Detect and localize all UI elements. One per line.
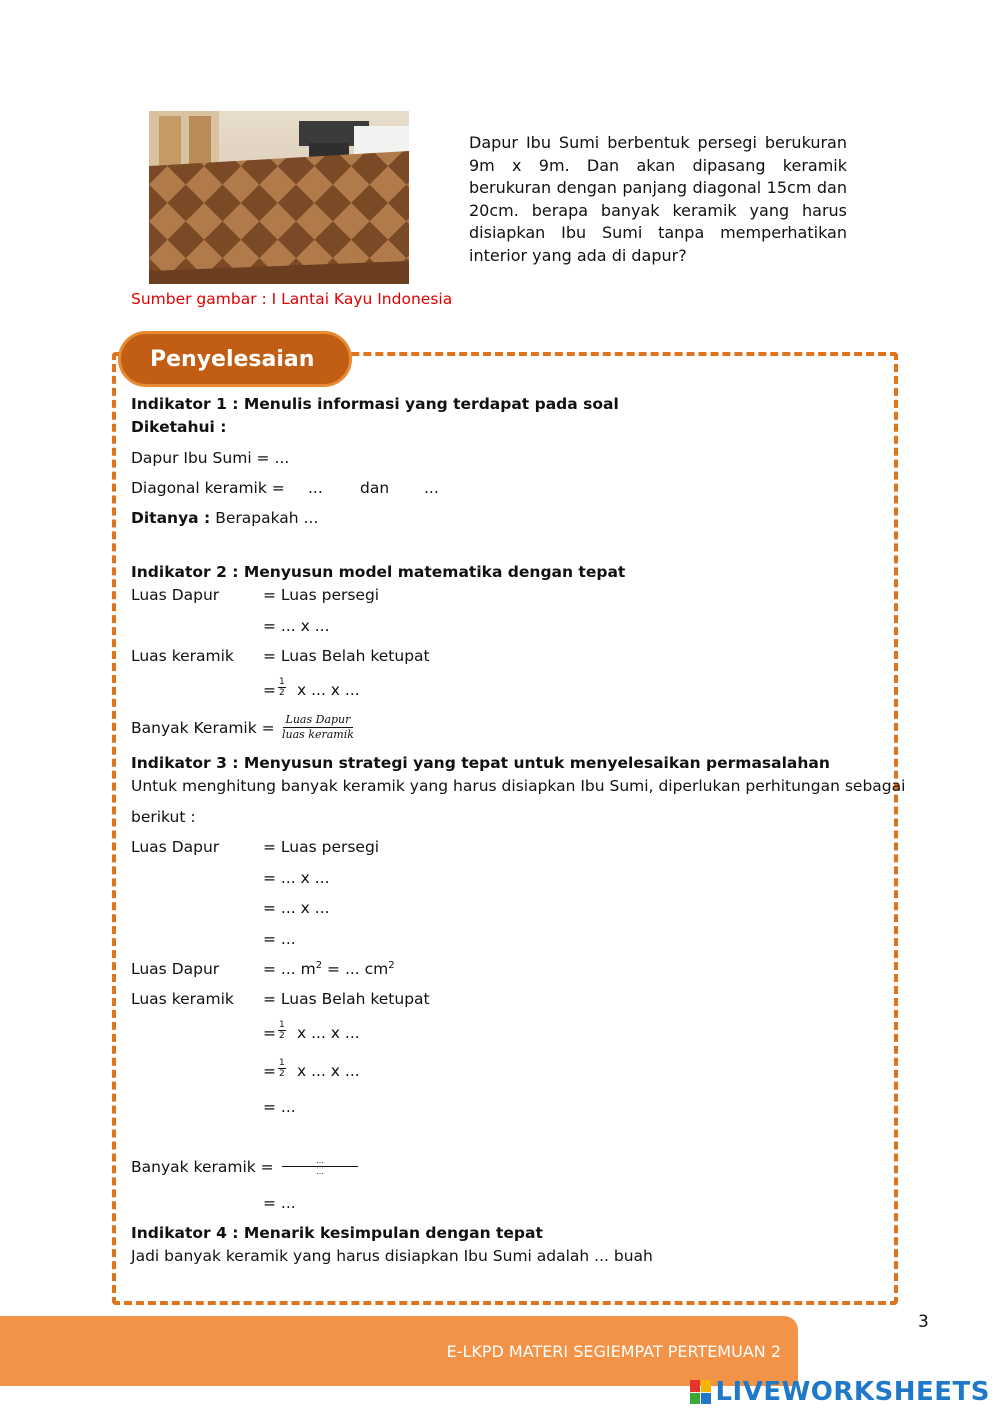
page-number: 3 [918, 1312, 929, 1332]
kitchen-floor-photo [149, 111, 409, 284]
conclusion-field[interactable]: Jadi banyak keramik yang harus disiapkan Ibu Sumi adalah ... buah [131, 1247, 653, 1265]
banyak-keramik-fraction-2[interactable]: ... ... [282, 1156, 358, 1177]
image-caption: Sumber gambar : I Lantai Kayu Indonesia [131, 290, 453, 308]
luas-persegi-eq: = Luas persegi [263, 586, 380, 604]
luas-persegi-eq-2: = Luas persegi [263, 838, 380, 856]
indikator-3-title: Indikator 3 : Menyusun strategi yang tepat untuk menyelesaikan permasalahan [131, 754, 830, 772]
diagonal-1-field[interactable]: ... [308, 479, 323, 497]
luas-keramik-label: Luas keramik [131, 647, 234, 665]
section-title-badge [118, 331, 352, 387]
half-fraction: $\frac{1}{2}$ [279, 677, 285, 698]
indikator-4-title: Indikator 4 : Menarik kesimpulan dengan tepat [131, 1224, 543, 1242]
diketahui-label: Diketahui : [131, 418, 227, 436]
banyak-keramik-fraction: Luas Dapur luas keramik [282, 713, 354, 741]
belah-ketupat-eq: = Luas Belah ketupat [263, 647, 430, 665]
half-fraction-2: $\frac{1}{2}$ [279, 1020, 285, 1041]
eq-sign: = [263, 681, 276, 699]
eq-sign-2: = [263, 1024, 276, 1042]
indikator-2-title: Indikator 2 : Menyusun model matematika dengan tepat [131, 563, 626, 581]
keramik-diagonals-field-2[interactable]: x ... x ... [297, 1024, 360, 1042]
banyak-keramik-label-2: Banyak keramik = [131, 1158, 274, 1176]
diagonal-2-field[interactable]: ... [424, 479, 439, 497]
section-title: Penyelesaian [150, 346, 315, 372]
luas-keramik-label-2: Luas keramik [131, 990, 234, 1008]
ditanya-field[interactable]: Berapakah ... [215, 509, 319, 527]
liveworksheets-logo [690, 1372, 990, 1412]
problem-statement: Dapur Ibu Sumi berbentuk persegi berukuran 9m x 9m. Dan akan dipasang keramik berukuran dengan panjang diagonal 15cm dan 20cm. berapa banyak keramik yang harus disiapkan Ibu Sumi tanpa memperhatikan interior yang ada di dapur? [469, 133, 847, 265]
luas-dapur-label: Luas Dapur [131, 586, 220, 604]
ditanya-label: Ditanya : [131, 509, 211, 527]
footer-title: E-LKPD MATERI SEGIEMPAT PERTEMUAN 2 [446, 1342, 781, 1361]
diagonal-label: Diagonal keramik = [131, 479, 285, 497]
luas-dapur-label-2: Luas Dapur [131, 838, 220, 856]
dapur-result-field[interactable]: = ... [263, 930, 296, 948]
indikator-1-title: Indikator 1 : Menulis informasi yang terdapat pada soal [131, 395, 619, 413]
banyak-keramik-label: Banyak Keramik = [131, 719, 275, 737]
dapur-sides-field-2[interactable]: = ... x ... [263, 869, 330, 887]
liveworksheets-wordmark: LIVEWORKSHEETS [715, 1377, 990, 1407]
dapur-field[interactable]: Dapur Ibu Sumi = ... [131, 449, 290, 467]
indikator-3-intro: Untuk menghitung banyak keramik yang harus disiapkan Ibu Sumi, diperlukan perhitungan sebagai [131, 777, 906, 795]
eq-sign-3: = [263, 1062, 276, 1080]
keramik-diagonals-field[interactable]: x ... x ... [297, 681, 360, 699]
luas-dapur-label-3: Luas Dapur [131, 960, 220, 978]
banyak-keramik-result-field[interactable]: = ... [263, 1194, 296, 1212]
dapur-values-field[interactable]: = ... x ... [263, 899, 330, 917]
unit-conversion-field[interactable]: = ... $m^2$ = ... $cm^2$ [263, 960, 395, 979]
dapur-sides-field[interactable]: = ... x ... [263, 617, 330, 635]
liveworksheets-icon [690, 1380, 711, 1404]
indikator-3-intro-2: berikut : [131, 808, 196, 826]
belah-ketupat-eq-2: = Luas Belah ketupat [263, 990, 430, 1008]
keramik-values-field[interactable]: x ... x ... [297, 1062, 360, 1080]
dan-label: dan [360, 479, 390, 497]
keramik-result-field[interactable]: = ... [263, 1098, 296, 1116]
half-fraction-3: $\frac{1}{2}$ [279, 1058, 285, 1079]
